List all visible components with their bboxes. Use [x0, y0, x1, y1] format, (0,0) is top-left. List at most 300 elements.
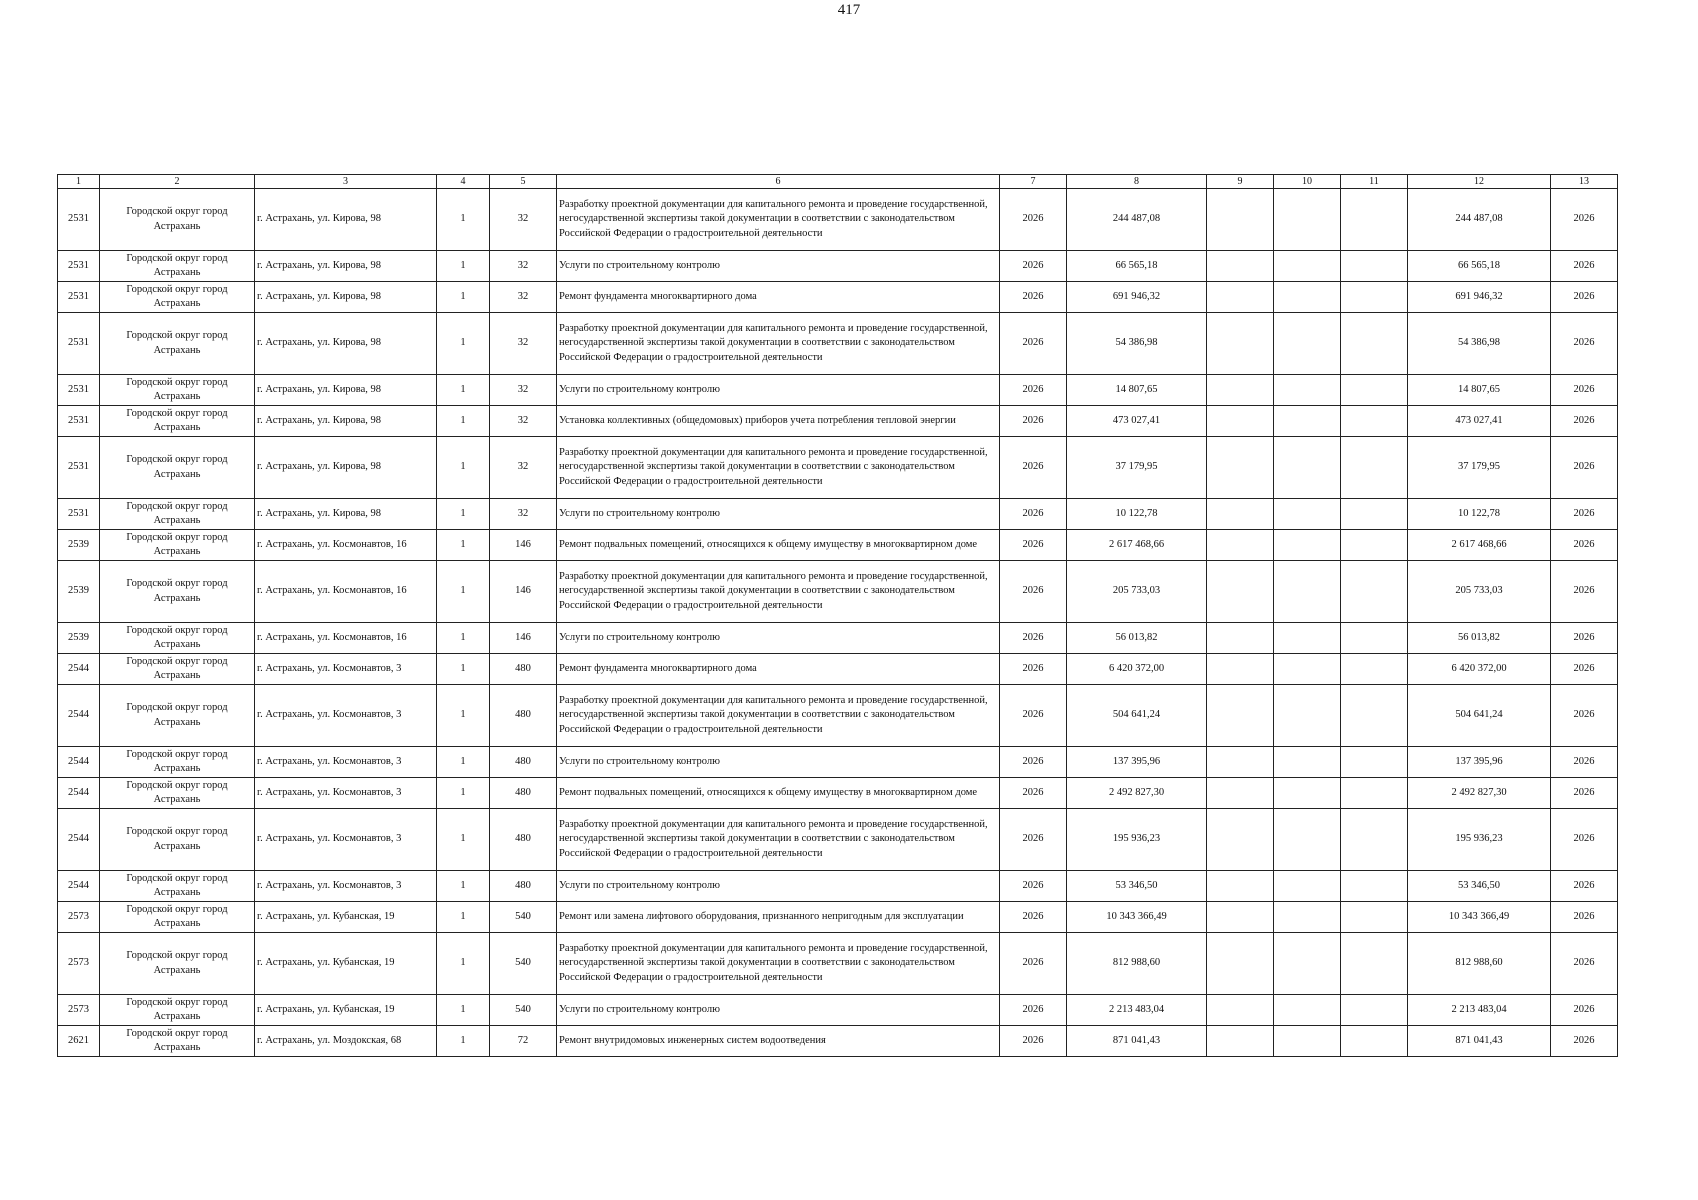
cell-year: 2026: [1000, 747, 1067, 778]
cell-amount: 2 213 483,04: [1067, 995, 1207, 1026]
cell-col11: [1341, 1026, 1408, 1057]
cell-col4: 1: [437, 902, 490, 933]
cell-address: г. Астрахань, ул. Космонавтов, 3: [255, 871, 437, 902]
cell-municipality: Городской округ город Астрахань: [100, 778, 255, 809]
cell-address: г. Астрахань, ул. Космонавтов, 3: [255, 778, 437, 809]
cell-amount: 53 346,50: [1067, 871, 1207, 902]
cell-col5: 32: [490, 375, 557, 406]
table-row: [58, 809, 1618, 871]
cell-work-type: Услуги по строительному контролю: [557, 747, 1000, 778]
cell-amount: 6 420 372,00: [1067, 654, 1207, 685]
cell-col4: 1: [437, 189, 490, 251]
cell-col5: 540: [490, 902, 557, 933]
cell-col5: 146: [490, 530, 557, 561]
cell-amount: 2 492 827,30: [1067, 778, 1207, 809]
cell-col5: 480: [490, 871, 557, 902]
cell-amount-total: 691 946,32: [1408, 282, 1551, 313]
cell-work-type: Услуги по строительному контролю: [557, 251, 1000, 282]
cell-col10: [1274, 1026, 1341, 1057]
cell-year-end: 2026: [1551, 282, 1618, 313]
cell-col9: [1207, 871, 1274, 902]
cell-col4: 1: [437, 809, 490, 871]
cell-col11: [1341, 871, 1408, 902]
cell-record-number: 2573: [58, 902, 100, 933]
table-row: [58, 623, 1618, 654]
cell-municipality: Городской округ город Астрахань: [100, 871, 255, 902]
table-row: [58, 189, 1618, 251]
cell-work-type: Услуги по строительному контролю: [557, 375, 1000, 406]
cell-address: г. Астрахань, ул. Кубанская, 19: [255, 902, 437, 933]
cell-col11: [1341, 251, 1408, 282]
cell-amount: 244 487,08: [1067, 189, 1207, 251]
cell-year: 2026: [1000, 685, 1067, 747]
cell-col4: 1: [437, 499, 490, 530]
cell-year-end: 2026: [1551, 1026, 1618, 1057]
cell-address: г. Астрахань, ул. Кубанская, 19: [255, 933, 437, 995]
cell-year-end: 2026: [1551, 406, 1618, 437]
cell-col9: [1207, 623, 1274, 654]
cell-address: г. Астрахань, ул. Моздокская, 68: [255, 1026, 437, 1057]
col-header: 3: [255, 175, 437, 189]
cell-work-type: Разработку проектной документации для капитального ремонта и проведение государственной, негосударственной экспертизы такой документации в соответствии с законодательством Российской Федерации о градостроительной деятельности: [557, 437, 1000, 499]
cell-work-type: Разработку проектной документации для капитального ремонта и проведение государственной, негосударственной экспертизы такой документации в соответствии с законодательством Российской Федерации о градостроительной деятельности: [557, 809, 1000, 871]
cell-col9: [1207, 282, 1274, 313]
cell-col5: 480: [490, 747, 557, 778]
cell-year-end: 2026: [1551, 251, 1618, 282]
cell-record-number: 2539: [58, 530, 100, 561]
cell-year-end: 2026: [1551, 809, 1618, 871]
cell-amount-total: 504 641,24: [1408, 685, 1551, 747]
cell-address: г. Астрахань, ул. Кирова, 98: [255, 406, 437, 437]
cell-col11: [1341, 375, 1408, 406]
cell-record-number: 2544: [58, 778, 100, 809]
cell-address: г. Астрахань, ул. Кирова, 98: [255, 189, 437, 251]
cell-year-end: 2026: [1551, 189, 1618, 251]
cell-year: 2026: [1000, 313, 1067, 375]
cell-municipality: Городской округ город Астрахань: [100, 933, 255, 995]
cell-year: 2026: [1000, 778, 1067, 809]
cell-col5: 480: [490, 654, 557, 685]
register-table: [57, 174, 1618, 1057]
cell-col11: [1341, 809, 1408, 871]
cell-col4: 1: [437, 871, 490, 902]
table-row: [58, 1026, 1618, 1057]
cell-col5: 32: [490, 189, 557, 251]
cell-record-number: 2531: [58, 437, 100, 499]
cell-col10: [1274, 933, 1341, 995]
cell-record-number: 2544: [58, 747, 100, 778]
table-row: [58, 685, 1618, 747]
cell-year: 2026: [1000, 871, 1067, 902]
cell-col10: [1274, 778, 1341, 809]
cell-col5: 540: [490, 995, 557, 1026]
cell-col11: [1341, 778, 1408, 809]
cell-col5: 146: [490, 561, 557, 623]
cell-work-type: Разработку проектной документации для капитального ремонта и проведение государственной, негосударственной экспертизы такой документации в соответствии с законодательством Российской Федерации о градостроительной деятельности: [557, 685, 1000, 747]
cell-year: 2026: [1000, 406, 1067, 437]
cell-year-end: 2026: [1551, 902, 1618, 933]
cell-year-end: 2026: [1551, 561, 1618, 623]
cell-year: 2026: [1000, 189, 1067, 251]
cell-col9: [1207, 499, 1274, 530]
cell-col9: [1207, 189, 1274, 251]
cell-address: г. Астрахань, ул. Космонавтов, 3: [255, 685, 437, 747]
cell-col5: 32: [490, 313, 557, 375]
cell-col11: [1341, 623, 1408, 654]
cell-year: 2026: [1000, 499, 1067, 530]
cell-work-type: Установка коллективных (общедомовых) приборов учета потребления тепловой энергии: [557, 406, 1000, 437]
cell-col9: [1207, 933, 1274, 995]
page-number: 417: [837, 2, 861, 18]
cell-year-end: 2026: [1551, 933, 1618, 995]
cell-col11: [1341, 406, 1408, 437]
cell-year: 2026: [1000, 530, 1067, 561]
cell-col10: [1274, 654, 1341, 685]
cell-amount-total: 66 565,18: [1408, 251, 1551, 282]
cell-col4: 1: [437, 778, 490, 809]
col-header: 7: [1000, 175, 1067, 189]
cell-col11: [1341, 995, 1408, 1026]
cell-year: 2026: [1000, 375, 1067, 406]
cell-municipality: Городской округ город Астрахань: [100, 902, 255, 933]
cell-col9: [1207, 313, 1274, 375]
cell-amount-total: 2 492 827,30: [1408, 778, 1551, 809]
cell-col10: [1274, 902, 1341, 933]
cell-municipality: Городской округ город Астрахань: [100, 747, 255, 778]
cell-work-type: Разработку проектной документации для капитального ремонта и проведение государственной, негосударственной экспертизы такой документации в соответствии с законодательством Российской Федерации о градостроительной деятельности: [557, 561, 1000, 623]
cell-municipality: Городской округ город Астрахань: [100, 530, 255, 561]
cell-amount-total: 137 395,96: [1408, 747, 1551, 778]
cell-amount-total: 205 733,03: [1408, 561, 1551, 623]
cell-year-end: 2026: [1551, 530, 1618, 561]
cell-col9: [1207, 406, 1274, 437]
cell-address: г. Астрахань, ул. Кубанская, 19: [255, 995, 437, 1026]
cell-year: 2026: [1000, 933, 1067, 995]
cell-amount-total: 871 041,43: [1408, 1026, 1551, 1057]
cell-work-type: Услуги по строительному контролю: [557, 871, 1000, 902]
cell-year: 2026: [1000, 437, 1067, 499]
cell-municipality: Городской округ город Астрахань: [100, 809, 255, 871]
cell-work-type: Ремонт или замена лифтового оборудования, признанного непригодным для эксплуатации: [557, 902, 1000, 933]
cell-col10: [1274, 437, 1341, 499]
cell-col10: [1274, 375, 1341, 406]
cell-col11: [1341, 282, 1408, 313]
cell-address: г. Астрахань, ул. Космонавтов, 16: [255, 561, 437, 623]
cell-year-end: 2026: [1551, 654, 1618, 685]
cell-col10: [1274, 871, 1341, 902]
cell-work-type: Ремонт внутридомовых инженерных систем водоотведения: [557, 1026, 1000, 1057]
cell-col10: [1274, 189, 1341, 251]
cell-year-end: 2026: [1551, 623, 1618, 654]
cell-col10: [1274, 561, 1341, 623]
cell-col9: [1207, 375, 1274, 406]
table-row: [58, 561, 1618, 623]
cell-col11: [1341, 902, 1408, 933]
cell-col9: [1207, 995, 1274, 1026]
cell-amount: 137 395,96: [1067, 747, 1207, 778]
cell-municipality: Городской округ город Астрахань: [100, 406, 255, 437]
cell-amount: 14 807,65: [1067, 375, 1207, 406]
cell-year: 2026: [1000, 561, 1067, 623]
cell-address: г. Астрахань, ул. Кирова, 98: [255, 282, 437, 313]
cell-year-end: 2026: [1551, 499, 1618, 530]
cell-amount: 56 013,82: [1067, 623, 1207, 654]
cell-amount-total: 37 179,95: [1408, 437, 1551, 499]
cell-col10: [1274, 809, 1341, 871]
cell-work-type: Разработку проектной документации для капитального ремонта и проведение государственной, негосударственной экспертизы такой документации в соответствии с законодательством Российской Федерации о градостроительной деятельности: [557, 313, 1000, 375]
cell-year: 2026: [1000, 282, 1067, 313]
cell-year-end: 2026: [1551, 995, 1618, 1026]
cell-col4: 1: [437, 747, 490, 778]
cell-amount: 10 343 366,49: [1067, 902, 1207, 933]
header-row: [58, 175, 1618, 189]
cell-col11: [1341, 654, 1408, 685]
cell-record-number: 2544: [58, 809, 100, 871]
cell-col5: 32: [490, 499, 557, 530]
table-row: [58, 251, 1618, 282]
cell-record-number: 2573: [58, 933, 100, 995]
cell-address: г. Астрахань, ул. Кирова, 98: [255, 251, 437, 282]
cell-amount-total: 812 988,60: [1408, 933, 1551, 995]
cell-municipality: Городской округ город Астрахань: [100, 282, 255, 313]
cell-municipality: Городской округ город Астрахань: [100, 1026, 255, 1057]
table-row: [58, 747, 1618, 778]
col-header: 4: [437, 175, 490, 189]
cell-col9: [1207, 685, 1274, 747]
table-row: [58, 871, 1618, 902]
cell-col5: 480: [490, 809, 557, 871]
cell-col10: [1274, 251, 1341, 282]
cell-col10: [1274, 313, 1341, 375]
cell-municipality: Городской округ город Астрахань: [100, 437, 255, 499]
cell-amount: 691 946,32: [1067, 282, 1207, 313]
cell-record-number: 2531: [58, 375, 100, 406]
col-header: 2: [100, 175, 255, 189]
cell-amount-total: 10 343 366,49: [1408, 902, 1551, 933]
cell-col11: [1341, 189, 1408, 251]
cell-col11: [1341, 530, 1408, 561]
cell-municipality: Городской округ город Астрахань: [100, 561, 255, 623]
cell-col9: [1207, 561, 1274, 623]
cell-address: г. Астрахань, ул. Кирова, 98: [255, 375, 437, 406]
cell-col5: 480: [490, 778, 557, 809]
cell-record-number: 2531: [58, 406, 100, 437]
col-header: 6: [557, 175, 1000, 189]
col-header: 10: [1274, 175, 1341, 189]
cell-record-number: 2539: [58, 623, 100, 654]
cell-amount: 195 936,23: [1067, 809, 1207, 871]
cell-amount: 205 733,03: [1067, 561, 1207, 623]
cell-col4: 1: [437, 406, 490, 437]
cell-year: 2026: [1000, 251, 1067, 282]
table-row: [58, 654, 1618, 685]
cell-record-number: 2531: [58, 282, 100, 313]
cell-col10: [1274, 499, 1341, 530]
cell-address: г. Астрахань, ул. Космонавтов, 3: [255, 654, 437, 685]
cell-municipality: Городской округ город Астрахань: [100, 995, 255, 1026]
cell-col9: [1207, 809, 1274, 871]
cell-col5: 72: [490, 1026, 557, 1057]
cell-record-number: 2544: [58, 654, 100, 685]
cell-amount-total: 54 386,98: [1408, 313, 1551, 375]
cell-year-end: 2026: [1551, 313, 1618, 375]
cell-col5: 32: [490, 406, 557, 437]
cell-col9: [1207, 654, 1274, 685]
table-body: [58, 189, 1618, 1057]
table-row: [58, 406, 1618, 437]
cell-col11: [1341, 313, 1408, 375]
cell-col5: 146: [490, 623, 557, 654]
cell-col10: [1274, 623, 1341, 654]
cell-col5: 480: [490, 685, 557, 747]
cell-col10: [1274, 747, 1341, 778]
cell-work-type: Услуги по строительному контролю: [557, 623, 1000, 654]
cell-col9: [1207, 747, 1274, 778]
cell-col4: 1: [437, 654, 490, 685]
cell-col11: [1341, 561, 1408, 623]
cell-col10: [1274, 995, 1341, 1026]
cell-col4: 1: [437, 530, 490, 561]
cell-col9: [1207, 1026, 1274, 1057]
cell-municipality: Городской округ город Астрахань: [100, 251, 255, 282]
cell-col4: 1: [437, 623, 490, 654]
cell-col5: 32: [490, 251, 557, 282]
cell-year: 2026: [1000, 623, 1067, 654]
cell-col4: 1: [437, 313, 490, 375]
cell-amount-total: 195 936,23: [1408, 809, 1551, 871]
cell-col11: [1341, 933, 1408, 995]
cell-col9: [1207, 778, 1274, 809]
cell-col4: 1: [437, 561, 490, 623]
cell-amount-total: 6 420 372,00: [1408, 654, 1551, 685]
cell-amount-total: 2 617 468,66: [1408, 530, 1551, 561]
cell-amount-total: 2 213 483,04: [1408, 995, 1551, 1026]
cell-year: 2026: [1000, 995, 1067, 1026]
cell-col5: 32: [490, 437, 557, 499]
cell-year: 2026: [1000, 1026, 1067, 1057]
cell-work-type: Ремонт фундамента многоквартирного дома: [557, 654, 1000, 685]
col-header: 9: [1207, 175, 1274, 189]
cell-work-type: Разработку проектной документации для капитального ремонта и проведение государственной, негосударственной экспертизы такой документации в соответствии с законодательством Российской Федерации о градостроительной деятельности: [557, 933, 1000, 995]
cell-work-type: Ремонт подвальных помещений, относящихся к общему имуществу в многоквартирном доме: [557, 530, 1000, 561]
cell-col10: [1274, 406, 1341, 437]
cell-amount-total: 14 807,65: [1408, 375, 1551, 406]
cell-work-type: Ремонт фундамента многоквартирного дома: [557, 282, 1000, 313]
cell-municipality: Городской округ город Астрахань: [100, 189, 255, 251]
cell-col11: [1341, 747, 1408, 778]
cell-work-type: Ремонт подвальных помещений, относящихся к общему имуществу в многоквартирном доме: [557, 778, 1000, 809]
cell-amount: 871 041,43: [1067, 1026, 1207, 1057]
table-row: [58, 375, 1618, 406]
cell-record-number: 2544: [58, 871, 100, 902]
cell-col4: 1: [437, 685, 490, 747]
cell-municipality: Городской округ город Астрахань: [100, 313, 255, 375]
cell-amount-total: 56 013,82: [1408, 623, 1551, 654]
cell-address: г. Астрахань, ул. Кирова, 98: [255, 437, 437, 499]
cell-address: г. Астрахань, ул. Кирова, 98: [255, 313, 437, 375]
cell-year: 2026: [1000, 654, 1067, 685]
cell-amount: 10 122,78: [1067, 499, 1207, 530]
cell-address: г. Астрахань, ул. Космонавтов, 16: [255, 530, 437, 561]
cell-col4: 1: [437, 995, 490, 1026]
cell-municipality: Городской округ город Астрахань: [100, 375, 255, 406]
cell-amount: 2 617 468,66: [1067, 530, 1207, 561]
table-row: [58, 282, 1618, 313]
cell-col5: 32: [490, 282, 557, 313]
cell-amount-total: 53 346,50: [1408, 871, 1551, 902]
cell-year-end: 2026: [1551, 437, 1618, 499]
table-row: [58, 437, 1618, 499]
cell-year-end: 2026: [1551, 747, 1618, 778]
cell-record-number: 2531: [58, 313, 100, 375]
cell-amount: 66 565,18: [1067, 251, 1207, 282]
cell-year-end: 2026: [1551, 871, 1618, 902]
cell-record-number: 2544: [58, 685, 100, 747]
col-header: 12: [1408, 175, 1551, 189]
cell-col4: 1: [437, 282, 490, 313]
cell-amount: 473 027,41: [1067, 406, 1207, 437]
col-header: 13: [1551, 175, 1618, 189]
cell-col9: [1207, 437, 1274, 499]
cell-municipality: Городской округ город Астрахань: [100, 623, 255, 654]
cell-col11: [1341, 499, 1408, 530]
cell-col10: [1274, 282, 1341, 313]
cell-address: г. Астрахань, ул. Космонавтов, 3: [255, 747, 437, 778]
cell-col11: [1341, 437, 1408, 499]
col-header: 8: [1067, 175, 1207, 189]
cell-amount: 504 641,24: [1067, 685, 1207, 747]
table-row: [58, 902, 1618, 933]
cell-col4: 1: [437, 1026, 490, 1057]
cell-amount: 54 386,98: [1067, 313, 1207, 375]
cell-work-type: Услуги по строительному контролю: [557, 995, 1000, 1026]
cell-address: г. Астрахань, ул. Космонавтов, 16: [255, 623, 437, 654]
table-row: [58, 530, 1618, 561]
cell-col5: 540: [490, 933, 557, 995]
cell-record-number: 2539: [58, 561, 100, 623]
table-row: [58, 313, 1618, 375]
cell-col4: 1: [437, 437, 490, 499]
cell-municipality: Городской округ город Астрахань: [100, 499, 255, 530]
table-row: [58, 933, 1618, 995]
cell-col9: [1207, 530, 1274, 561]
table-row: [58, 499, 1618, 530]
cell-amount-total: 10 122,78: [1408, 499, 1551, 530]
cell-work-type: Услуги по строительному контролю: [557, 499, 1000, 530]
table-row: [58, 995, 1618, 1026]
cell-col4: 1: [437, 933, 490, 995]
cell-col10: [1274, 685, 1341, 747]
cell-amount-total: 473 027,41: [1408, 406, 1551, 437]
cell-municipality: Городской округ город Астрахань: [100, 685, 255, 747]
cell-amount-total: 244 487,08: [1408, 189, 1551, 251]
cell-col10: [1274, 530, 1341, 561]
table-row: [58, 778, 1618, 809]
cell-record-number: 2531: [58, 499, 100, 530]
cell-year: 2026: [1000, 809, 1067, 871]
cell-col4: 1: [437, 251, 490, 282]
cell-year-end: 2026: [1551, 778, 1618, 809]
cell-address: г. Астрахань, ул. Кирова, 98: [255, 499, 437, 530]
col-header: 1: [58, 175, 100, 189]
cell-year: 2026: [1000, 902, 1067, 933]
cell-municipality: Городской округ город Астрахань: [100, 654, 255, 685]
cell-col11: [1341, 685, 1408, 747]
col-header: 11: [1341, 175, 1408, 189]
cell-record-number: 2531: [58, 251, 100, 282]
cell-col4: 1: [437, 375, 490, 406]
cell-record-number: 2573: [58, 995, 100, 1026]
